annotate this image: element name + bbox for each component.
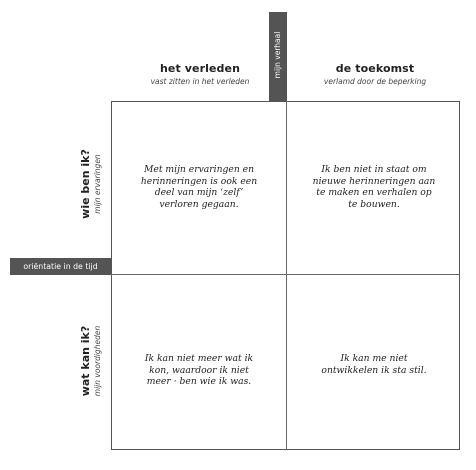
row-subtitle-who: mijn ervaringen xyxy=(93,154,102,214)
cell-past-can: Ik kan niet meer wat ik kon, waardoor ik niet meer · ben wie ik was. xyxy=(144,353,254,387)
cell-future-can: Ik kan me niet ontwikkelen ik sta stil. xyxy=(321,353,427,376)
column-header-past xyxy=(110,62,290,86)
axis-tab-story xyxy=(269,12,287,102)
column-header-future xyxy=(290,62,460,86)
column-subtitle-future: verlamd door de beperking xyxy=(323,77,427,86)
cell-past-who: Met mijn ervaringen en herinneringen is ook een deel van mijn ‘zelf’ verloren gegaan. xyxy=(140,164,258,210)
column-title-past: het verleden xyxy=(159,62,241,75)
cell-future-who: Ik ben niet in staat om nieuwe herinneringen aan te maken en verhalen op te bouwen. xyxy=(312,164,436,210)
row-header-who xyxy=(79,124,105,244)
row-title-can: wat kan ik? xyxy=(79,325,92,397)
column-title-future: de toekomst xyxy=(335,62,415,75)
row-title-who: wie ben ik? xyxy=(79,149,92,219)
grid-vertical-divider xyxy=(286,101,287,450)
axis-tab-time-label: oriëntatie in de tijd xyxy=(23,262,98,271)
column-subtitle-past: vast zitten in het verleden xyxy=(150,77,250,86)
grid-horizontal-divider xyxy=(111,274,460,275)
axis-tab-story-label: mijn verhaal xyxy=(273,31,282,79)
axis-tab-time xyxy=(10,258,111,275)
row-header-can xyxy=(79,301,105,421)
row-subtitle-can: mijn voordigheden xyxy=(93,325,102,397)
